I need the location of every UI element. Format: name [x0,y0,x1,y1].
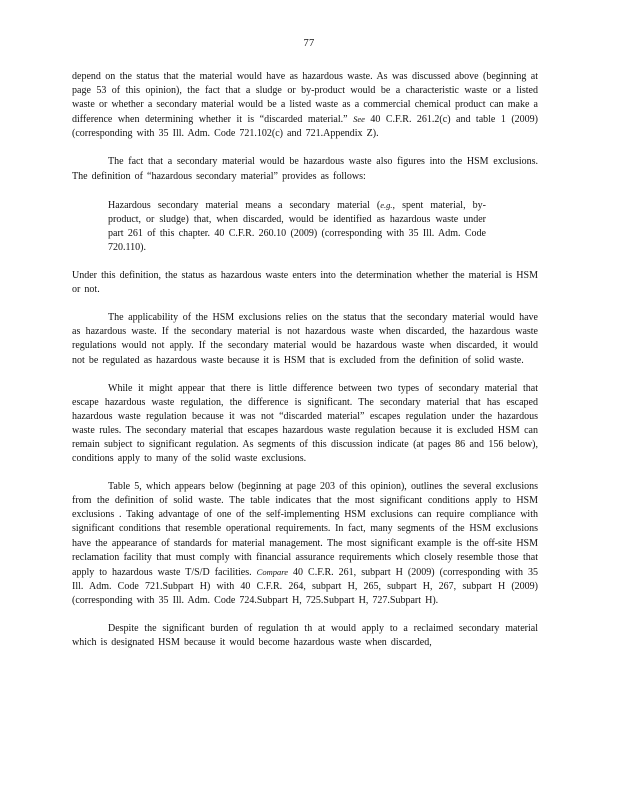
block-quote-text-b: , spent material, by-product, or sludge) that, when discarded, would be identified as hazardous waste under part 261 of this chapter. 40 C.F.R. 260.10 (2009) (corresponding with 35 Ill. Adm. Code 720.110). [108,199,486,253]
block-quote-eg: e.g. [380,199,393,210]
paragraph-7: Despite the significant burden of regulation th at would apply to a reclaimed secondary material which is designated HSM because it would become hazardous waste when discarded, [72,623,538,649]
paragraph-3: Under this definition, the status as hazardous waste enters into the determination whether the material is HSM or not. [72,270,538,296]
paragraph-1-text: depend on the status that the material would have as hazardous waste. As was discussed above (beginning at page 53 of this opinion), the fact that a sludge or by-product would be a characteristic waste or a listed waste or whether a secondary material would be a listed waste as a commercial chemical product can make a difference when determining whether it is “discarded material.” [72,71,538,126]
paragraph-1 [72,70,538,141]
paragraph-6 [72,480,538,608]
paragraph-4: The applicability of the HSM exclusions relies on the status that the secondary material would have as hazardous waste. If the secondary material is not hazardous waste when discarded, the hazardous waste regulations would not apply. If the secondary material would be hazardous waste when discarded, it would not be regulated as hazardous waste because it is HSM that is excluded from the definition of solid waste. [72,312,538,366]
block-quote-text-a: Hazardous secondary material means a secondary material ( [108,199,381,211]
paragraph-1-citation-signal: See [353,114,365,125]
paragraph-6-citation: 40 C.F.R. 261, subpart H (2009) (corresponding with 35 Ill. Adm. Code 721.Subpart H) with 40 C.F.R. 264, subpart H, 265, subpart H, 267, subpart H (2009) (corresponding with 35 Ill. Adm. Code 724.Subpart H, 725.Subpart H, 727.Subpart H). [72,566,538,606]
paragraph-2: The fact that a secondary material would be hazardous waste also figures into the HSM exclusions. The definition of “hazardous secondary material” provides as follows: [72,156,538,182]
page-number: 77 [303,38,315,49]
block-quote [108,198,486,255]
paragraph-5: While it might appear that there is little difference between two types of secondary material that escape hazardous waste regulation, the difference is significant. The secondary material that has escaped hazardous waste regulation because it was not “discarded material” escapes regulation under the hazardous waste rules. The secondary material that escapes hazardous waste regulation because it is excluded HSM can remain subject to significant regulation. As segments of this discussion indicate (at pages 86 and 156 below), conditions apply to many of the solid waste exclusions. [72,382,538,465]
paragraph-1-citation: 40 C.F.R. 261.2(c) and table 1 (2009) (corresponding with 35 Ill. Adm. Code 721.102(c) and 721.Appendix Z). [72,114,538,140]
paragraph-6-citation-signal: Compare [256,566,288,577]
paragraph-6-text: Table 5, which appears below (beginning at page 203 of this opinion), outlines the several exclusions from the definition of solid waste. The table indicates that the most significant conditions apply to HSM exclusions . Taking advantage of one of the self-implementing HSM exclusions can require compliance with significant conditions that resemble operational requirements. In fact, many segments of the HSM exclusions have the appearance of standards for material management. The most significant example is the off-site HSM reclamation facility that must comply with financial assurance requirements which closely resemble those that apply to hazardous waste T/S/D facilities. [72,481,538,578]
page-body [72,70,538,650]
